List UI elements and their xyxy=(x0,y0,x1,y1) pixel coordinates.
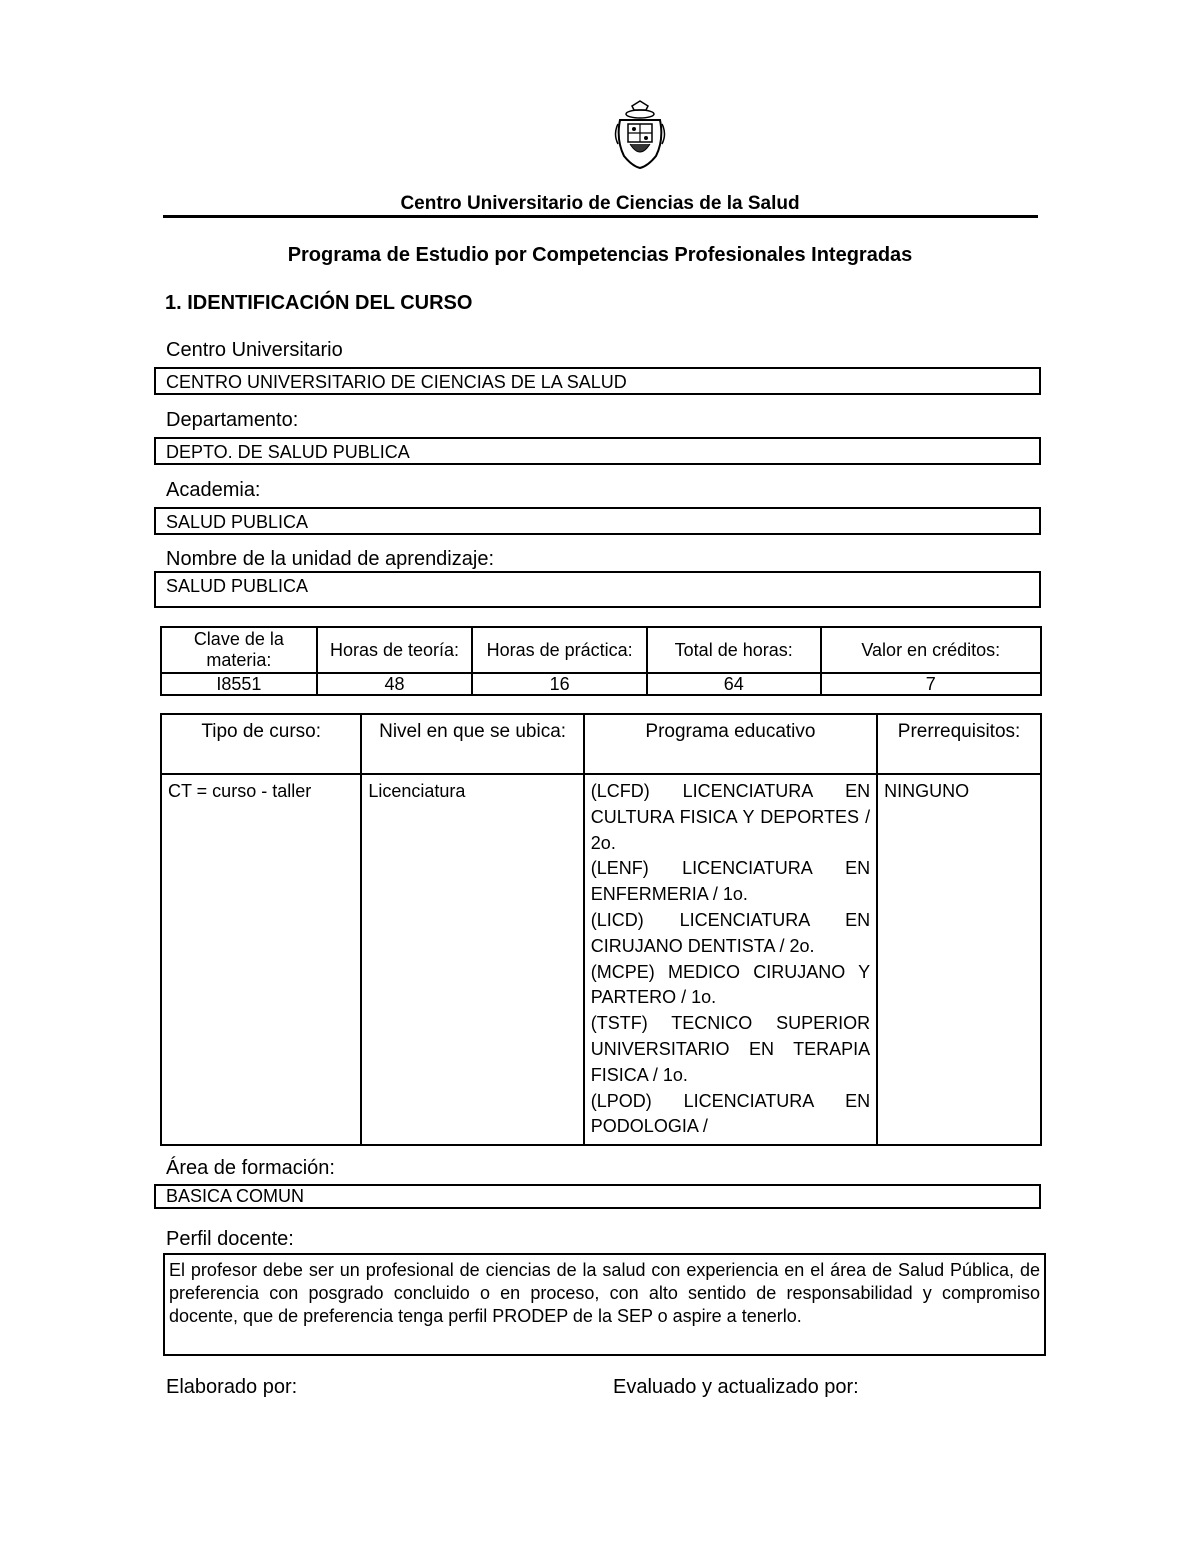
seal-icon xyxy=(612,100,668,170)
practica-header: Horas de práctica: xyxy=(472,627,647,673)
list-item: (LENF) LICENCIATURA EN ENFERMERIA / 1o. xyxy=(590,858,871,905)
section-title: 1. IDENTIFICACIÓN DEL CURSO xyxy=(165,292,473,314)
tipo-value: CT = curso - taller xyxy=(161,774,361,1145)
nivel-value: Licenciatura xyxy=(361,774,583,1145)
table-header-row xyxy=(161,714,1041,774)
table-row xyxy=(161,774,1041,1145)
clave-value: I8551 xyxy=(161,673,317,695)
list-item: (TSTF) TECNICO SUPERIOR UNIVERSITARIO EN TERAPIA FISICA / 1o. xyxy=(590,1013,871,1085)
program-title: Programa de Estudio por Competencias Profesionales Integradas xyxy=(287,244,913,266)
total-header: Total de horas: xyxy=(647,627,821,673)
area-label: Área de formación: xyxy=(166,1157,335,1179)
practica-value: 16 xyxy=(472,673,647,695)
perfil-label: Perfil docente: xyxy=(166,1228,294,1250)
course-type-table xyxy=(160,713,1042,1146)
unidad-label: Nombre de la unidad de aprendizaje: xyxy=(166,548,494,570)
total-value: 64 xyxy=(647,673,821,695)
perfil-text: El profesor debe ser un profesional de ciencias de la salud con experiencia en el área de Salud Pública, de preferencia con posgrado concluido o en proceso, con alto sentido de responsabilidad y compromiso docente, que de preferencia tenga perfil PRODEP de la SEP o aspire a tenerlo. xyxy=(163,1253,1046,1356)
table-row xyxy=(161,673,1041,695)
academia-value: SALUD PUBLICA xyxy=(154,507,1041,535)
center-name: Centro Universitario de Ciencias de la Salud xyxy=(400,193,800,214)
unidad-value: SALUD PUBLICA xyxy=(154,571,1041,608)
creditos-value: 7 xyxy=(821,673,1042,695)
programa-list xyxy=(584,774,877,1145)
teoria-value: 48 xyxy=(317,673,473,695)
area-value: BASICA COMUN xyxy=(154,1184,1041,1209)
elaborado-label: Elaborado por: xyxy=(166,1376,298,1398)
university-seal xyxy=(612,100,668,170)
prerrequisitos-header: Prerrequisitos: xyxy=(877,714,1041,774)
list-item: (LPOD) LICENCIATURA EN PODOLOGIA / xyxy=(590,1090,871,1137)
clave-header: Clave de la materia: xyxy=(161,627,317,673)
prerrequisitos-value: NINGUNO xyxy=(877,774,1041,1145)
header-divider xyxy=(163,215,1038,218)
departamento-label: Departamento: xyxy=(166,409,299,431)
list-item: (LICD) LICENCIATURA EN CIRUJANO DENTISTA / 2o. xyxy=(590,909,871,956)
academia-label: Academia: xyxy=(166,479,261,501)
creditos-header: Valor en créditos: xyxy=(821,627,1042,673)
list-item: (MCPE) MEDICO CIRUJANO Y PARTERO / 1o. xyxy=(590,961,871,1008)
evaluado-label: Evaluado y actualizado por: xyxy=(613,1376,859,1398)
table-header-row xyxy=(161,627,1041,673)
programa-header: Programa educativo xyxy=(584,714,877,774)
tipo-header: Tipo de curso: xyxy=(161,714,361,774)
list-item: (LCFD) LICENCIATURA EN CULTURA FISICA Y DEPORTES / 2o. xyxy=(590,781,871,853)
teoria-header: Horas de teoría: xyxy=(317,627,473,673)
nivel-header: Nivel en que se ubica: xyxy=(361,714,583,774)
centro-label: Centro Universitario xyxy=(166,339,343,361)
departamento-value: DEPTO. DE SALUD PUBLICA xyxy=(154,437,1041,465)
centro-value: CENTRO UNIVERSITARIO DE CIENCIAS DE LA SALUD xyxy=(154,367,1041,395)
course-hours-table xyxy=(160,626,1042,696)
